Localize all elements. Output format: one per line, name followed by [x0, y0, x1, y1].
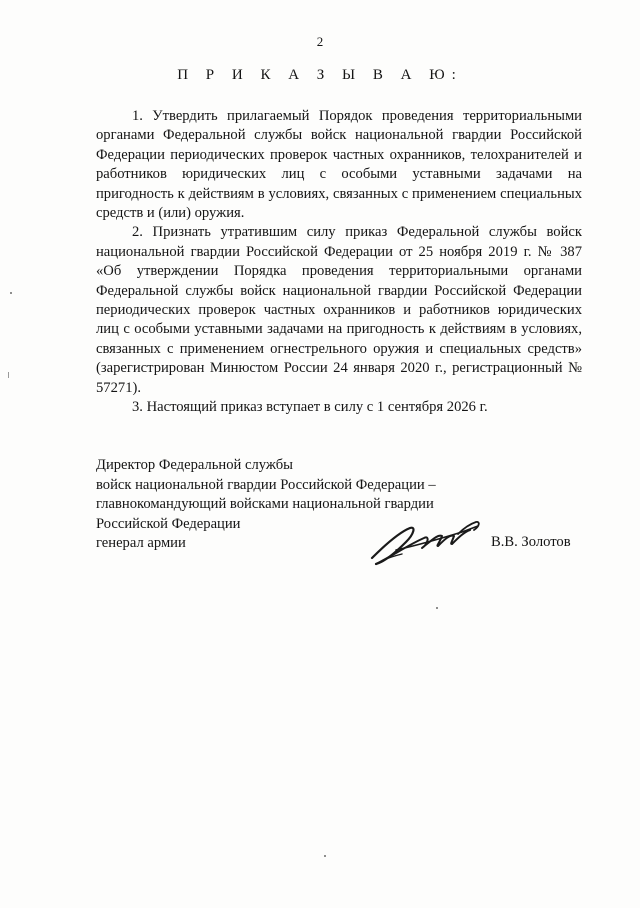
- scan-speck: [8, 372, 9, 378]
- signatory-title-line-2: войск национальной гвардии Российской Федерации –: [96, 476, 436, 493]
- signer-name: В.В. Золотов: [491, 534, 571, 550]
- order-paragraph-1: 1. Утвердить прилагаемый Порядок проведения территориальными органами Федеральной службы войск национальной гвардии Российской Федерации периодических проверок частных охранников, телохранителей и работников юридических лиц с особыми уставными задачами на пригодность к действиям в условиях, связанных с применением специальных средств и (или) оружия.: [96, 108, 582, 222]
- signatory-title-line-1: Директор Федеральной службы: [96, 457, 293, 473]
- order-paragraph-3: 3. Настоящий приказ вступает в силу с 1 сентября 2026 г.: [132, 399, 488, 416]
- scan-speck: [436, 607, 438, 609]
- order-heading: П Р И К А З Ы В А Ю:: [177, 67, 463, 83]
- order-body: [96, 107, 582, 418]
- signatory-title-line-3: главнокомандующий войсками национальной гвардии: [96, 496, 434, 513]
- order-paragraph-2: 2. Признать утратившим силу приказ Федеральной службы войск национальной гвардии Российской Федерации от 25 ноября 2019 г. № 387 «Об утверждении Порядка проведения территориальными органами Федеральной службы войск национальной гвардии Российской Федерации периодических проверок частных охранников и работников юридических лиц с особыми уставными задачами на пригодность к действиям в условиях, связанных с применением огнестрельного оружия и специальных средств» (зарегистрирован Минюстом России 24 января 2020 г., регистрационный № 57271).: [96, 224, 582, 396]
- scan-speck: [10, 292, 12, 294]
- scan-speck: [324, 855, 326, 857]
- handwritten-signature: [366, 514, 486, 570]
- signatory-title-line-4: Российской Федерации: [96, 515, 241, 532]
- signatory-rank: генерал армии: [96, 535, 186, 552]
- page-number: 2: [316, 34, 324, 49]
